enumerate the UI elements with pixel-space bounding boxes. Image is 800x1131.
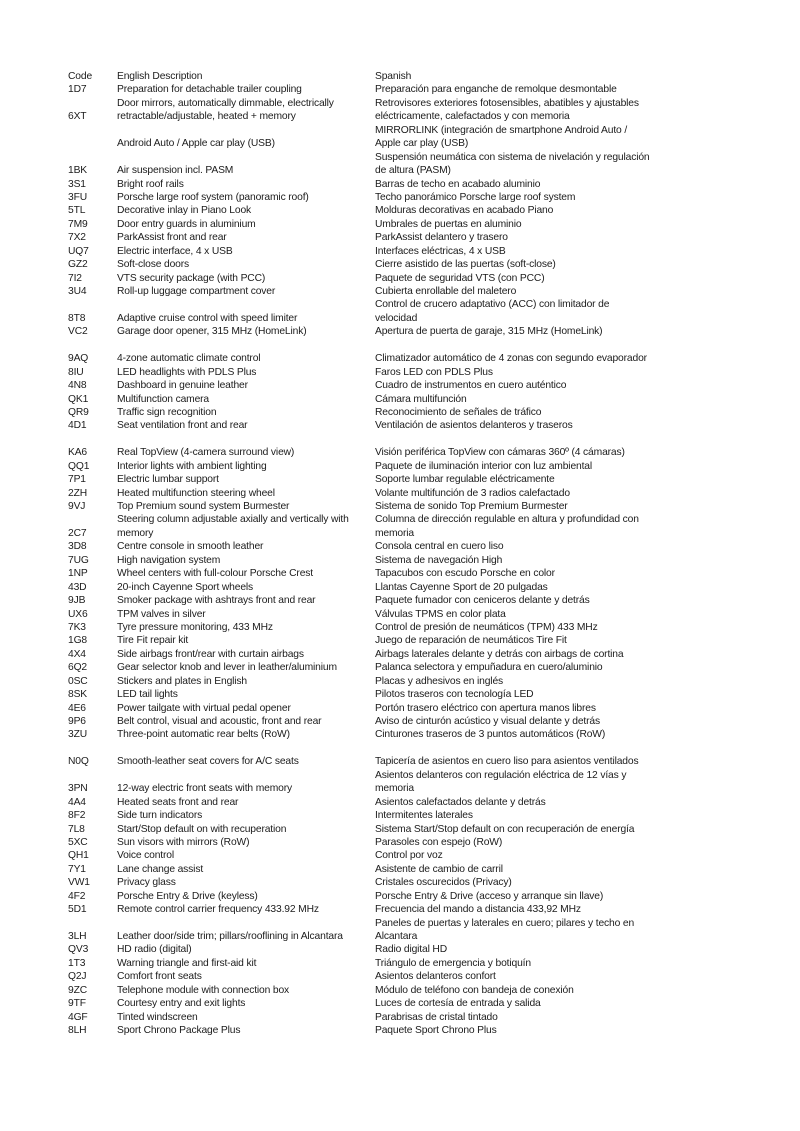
table-row [68, 151, 780, 164]
code-cell: 3S1 [68, 178, 86, 190]
table-row [68, 164, 780, 177]
spanish-cell: Parasoles con espejo (RoW) [375, 836, 503, 848]
code-cell: 1T3 [68, 957, 86, 969]
table-row [68, 379, 780, 392]
spanish-cell: Asistente de cambio de carril [375, 863, 503, 875]
table-row [68, 648, 780, 661]
english-cell: LED tail lights [117, 689, 178, 701]
english-cell: Garage door opener, 315 MHz (HomeLink) [117, 326, 307, 338]
english-cell: 12-way electric front seats with memory [117, 783, 292, 795]
code-cell: 9JB [68, 595, 86, 607]
table-row [68, 769, 780, 782]
table-row [68, 393, 780, 406]
table-row [68, 809, 780, 822]
spanish-cell: Tapacubos con escudo Porsche en color [375, 568, 555, 580]
spanish-cell: Portón trasero eléctrico con apertura manos libres [375, 702, 596, 714]
code-cell: 9P6 [68, 716, 86, 727]
spanish-cell: Triángulo de emergencia y botiquín [375, 957, 531, 969]
english-cell: Power tailgate with virtual pedal opener [117, 702, 291, 714]
table-row [68, 204, 780, 217]
spanish-cell: Volante multifunción de 3 radios calefactado [375, 487, 570, 499]
english-cell: 20-inch Cayenne Sport wheels [117, 581, 254, 593]
spanish-cell: Faros LED con PDLS Plus [375, 366, 493, 378]
table-row [68, 876, 780, 889]
table-row [68, 433, 780, 446]
table-row [68, 339, 780, 352]
spanish-cell: Apple car play (USB) [375, 138, 469, 150]
spanish-cell: Control de presión de neumáticos (TPM) 433 MHz [375, 621, 598, 633]
code-cell: 4GF [68, 1011, 88, 1023]
spanish-column-header: Spanish [375, 71, 412, 82]
english-cell: Three-point automatic rear belts (RoW) [117, 729, 290, 741]
table-row [68, 97, 780, 110]
code-cell: 3ZU [68, 729, 88, 741]
spanish-cell: Pilotos traseros con tecnología LED [375, 689, 534, 701]
table-row [68, 554, 780, 567]
spanish-cell: Radio digital HD [375, 944, 448, 956]
english-cell: Multifunction camera [117, 393, 209, 405]
spanish-cell: ParkAssist delantero y trasero [375, 232, 508, 244]
table-row [68, 567, 780, 580]
spanish-cell: Asientos calefactados delante y detrás [375, 796, 546, 808]
table-row [68, 527, 780, 540]
english-cell: Tyre pressure monitoring, 433 MHz [117, 621, 273, 633]
english-cell: Porsche large roof system (panoramic roof) [117, 191, 309, 203]
english-cell: retractable/adjustable, heated + memory [117, 111, 296, 123]
code-cell: 7Y1 [68, 863, 86, 875]
code-cell: 6Q2 [68, 662, 88, 674]
english-cell: Interior lights with ambient lighting [117, 460, 267, 472]
code-cell: N0Q [68, 756, 89, 768]
table-row [68, 984, 780, 997]
table-row [68, 419, 780, 432]
spanish-cell: Soporte lumbar regulable eléctricamente [375, 474, 555, 486]
english-cell: Side airbags front/rear with curtain airbags [117, 648, 304, 660]
spanish-cell: Consola central en cuero liso [375, 541, 504, 553]
table-row [68, 957, 780, 970]
table-row [68, 796, 780, 809]
spanish-cell: Módulo de teléfono con bandeja de conexión [375, 984, 574, 996]
table-row [68, 863, 780, 876]
code-cell: 8F2 [68, 810, 86, 822]
spanish-cell: Sistema de sonido Top Premium Burmester [375, 501, 568, 512]
spanish-cell: Asientos delanteros con regulación eléctrica de 12 vías y [375, 769, 627, 781]
code-cell: Q2J [68, 971, 87, 983]
table-row [68, 823, 780, 836]
spanish-cell: Válvulas TPMS en color plata [375, 608, 506, 620]
table-row [68, 890, 780, 903]
spanish-cell: memoria [375, 527, 415, 539]
english-cell: Comfort front seats [117, 971, 202, 983]
spanish-cell: Placas y adhesivos en inglés [375, 675, 504, 687]
code-cell: 9ZC [68, 984, 88, 996]
spanish-cell: Paquete fumador con ceniceros delante y detrás [375, 595, 590, 607]
english-cell: Leather door/side trim; pillars/rooflining in Alcantara [117, 931, 343, 942]
english-cell: Decorative inlay in Piano Look [117, 205, 252, 217]
code-cell: 5TL [68, 205, 86, 217]
table-row [68, 661, 780, 674]
spanish-cell: Frecuencia del mando a distancia 433,92 MHz [375, 904, 581, 916]
table-row [68, 917, 780, 930]
code-cell: 7X2 [68, 232, 86, 244]
spanish-cell: Paneles de puertas y laterales en cuero; pilares y techo en [375, 917, 635, 929]
table-row [68, 594, 780, 607]
table-row [68, 446, 780, 459]
code-cell: UQ7 [68, 245, 89, 257]
table-row [68, 675, 780, 688]
code-cell: 3PN [68, 783, 88, 795]
english-cell: 4-zone automatic climate control [117, 353, 261, 365]
code-cell: 3D8 [68, 541, 87, 553]
code-cell: 9AQ [68, 353, 89, 365]
code-cell: 3LH [68, 931, 87, 942]
code-cell: 0SC [68, 675, 88, 687]
code-cell: 2ZH [68, 487, 88, 499]
english-cell: Air suspension incl. PASM [117, 165, 234, 177]
english-cell: Heated seats front and rear [117, 796, 239, 808]
spanish-cell: Paquete de iluminación interior con luz ambiental [375, 460, 593, 472]
spanish-cell: Paquete Sport Chrono Plus [375, 1025, 497, 1037]
spanish-cell: Palanca selectora y empuñadura en cuero/aluminio [375, 662, 603, 674]
table-row [68, 715, 780, 728]
code-cell: 7UG [68, 554, 89, 566]
spanish-cell: Preparación para enganche de remolque desmontable [375, 84, 617, 96]
table-row [68, 621, 780, 634]
spanish-cell: Control de crucero adaptativo (ACC) con limitador de [375, 299, 610, 311]
english-cell: Sport Chrono Package Plus [117, 1025, 241, 1037]
spanish-cell: Cristales oscurecidos (Privacy) [375, 877, 512, 889]
spanish-cell: Ventilación de asientos delanteros y traseros [375, 420, 573, 432]
spanish-cell: Umbrales de puertas en aluminio [375, 218, 522, 230]
table-row [68, 285, 780, 298]
english-cell: Seat ventilation front and rear [117, 420, 248, 432]
table-row [68, 688, 780, 701]
english-cell: Courtesy entry and exit lights [117, 998, 246, 1010]
spanish-cell: Asientos delanteros confort [375, 971, 496, 983]
spanish-cell: Columna de dirección regulable en altura y profundidad con [375, 514, 639, 526]
table-row [68, 83, 780, 96]
code-cell: 7P1 [68, 474, 86, 486]
spanish-cell: Suspensión neumática con sistema de nivelación y regulación [375, 151, 650, 163]
spanish-cell: Apertura de puerta de garaje, 315 MHz (HomeLink) [375, 326, 603, 338]
table-row [68, 943, 780, 956]
english-cell: Start/Stop default on with recuperation [117, 823, 287, 835]
table-row [68, 231, 780, 244]
code-cell: QQ1 [68, 460, 90, 472]
code-cell: 43D [68, 581, 87, 593]
spanish-cell: Techo panorámico Porsche large roof system [375, 191, 576, 203]
spanish-cell: Barras de techo en acabado aluminio [375, 178, 541, 190]
english-column-header: English Description [117, 71, 203, 82]
english-cell: Steering column adjustable axially and vertically with [117, 514, 349, 526]
code-cell: VC2 [68, 326, 88, 338]
table-row [68, 500, 780, 513]
table-row [68, 406, 780, 419]
code-cell: 5D1 [68, 904, 87, 916]
english-cell: memory [117, 527, 154, 539]
table-row [68, 634, 780, 647]
english-cell: Privacy glass [117, 877, 176, 889]
table-row [68, 728, 780, 741]
code-cell: 4E6 [68, 702, 86, 714]
code-cell: 7M9 [68, 218, 88, 230]
code-cell: QK1 [68, 393, 89, 405]
table-row [68, 487, 780, 500]
code-cell: 3U4 [68, 286, 87, 297]
english-cell: Preparation for detachable trailer coupling [117, 84, 302, 96]
english-cell: Smoker package with ashtrays front and rear [117, 595, 316, 607]
table-row [68, 298, 780, 311]
spanish-cell: Luces de cortesía de entrada y salida [375, 998, 541, 1010]
code-cell: 5XC [68, 836, 88, 848]
english-cell: Heated multifunction steering wheel [117, 487, 275, 499]
code-cell: 6XT [68, 111, 87, 123]
spanish-cell: Control por voz [375, 850, 443, 862]
english-cell: Belt control, visual and acoustic, front and rear [117, 716, 322, 727]
english-cell: Lane change assist [117, 863, 204, 875]
english-cell: Electric lumbar support [117, 474, 219, 486]
english-cell: Electric interface, 4 x USB [117, 245, 233, 257]
spanish-cell: Porsche Entry & Drive (acceso y arranque sin llave) [375, 890, 604, 902]
english-cell: Traffic sign recognition [117, 406, 217, 418]
table-row [68, 540, 780, 553]
english-cell: Door entry guards in aluminium [117, 218, 256, 230]
english-cell: Dashboard in genuine leather [117, 380, 248, 392]
english-cell: Top Premium sound system Burmester [117, 501, 290, 512]
spanish-cell: Intermitentes laterales [375, 810, 473, 822]
spanish-cell: Parabrisas de cristal tintado [375, 1011, 498, 1023]
english-cell: Side turn indicators [117, 810, 203, 822]
code-cell: 4F2 [68, 890, 86, 902]
spanish-cell: Alcantara [375, 931, 418, 942]
english-cell: Sun visors with mirrors (RoW) [117, 836, 250, 848]
english-cell: Wheel centers with full-colour Porsche Crest [117, 568, 313, 580]
code-column-header: Code [68, 71, 93, 82]
code-cell: 1D7 [68, 84, 87, 96]
table-row [68, 366, 780, 379]
code-cell: 9VJ [68, 501, 86, 512]
spanish-cell: Sistema de navegación High [375, 554, 503, 566]
code-cell: 1NP [68, 568, 88, 580]
table-row [68, 970, 780, 983]
code-cell: VW1 [68, 877, 90, 889]
english-cell: Gear selector knob and lever in leather/aluminium [117, 662, 337, 674]
spanish-cell: Cinturones traseros de 3 puntos automáticos (RoW) [375, 729, 606, 741]
table-row [68, 352, 780, 365]
table-row [68, 1011, 780, 1024]
table-row [68, 191, 780, 204]
english-cell: Telephone module with connection box [117, 984, 290, 996]
code-cell: 4D1 [68, 420, 87, 432]
table-row [68, 513, 780, 526]
english-cell: Door mirrors, automatically dimmable, electrically [117, 97, 334, 109]
code-cell: 4A4 [68, 796, 86, 808]
english-cell: Android Auto / Apple car play (USB) [117, 138, 275, 150]
spanish-cell: Cubierta enrollable del maletero [375, 286, 517, 297]
spanish-cell: Retrovisores exteriores fotosensibles, abatibles y ajustables [375, 97, 639, 109]
english-cell: Soft-close doors [117, 259, 190, 271]
table-row [68, 473, 780, 486]
code-cell: 9TF [68, 998, 86, 1010]
table-row [68, 312, 780, 325]
spanish-cell: de altura (PASM) [375, 165, 451, 177]
spanish-cell: Sistema Start/Stop default on con recuperación de energía [375, 823, 635, 835]
table-row [68, 903, 780, 916]
english-cell: LED headlights with PDLS Plus [117, 366, 257, 378]
table-row [68, 137, 780, 150]
code-cell: 8T8 [68, 312, 86, 324]
table-row [68, 782, 780, 795]
option-code-table [68, 70, 780, 1038]
table-body [68, 83, 780, 1037]
code-cell: 8SK [68, 689, 88, 701]
code-cell: 4N8 [68, 380, 87, 392]
english-cell: Porsche Entry & Drive (keyless) [117, 890, 258, 902]
table-row [68, 742, 780, 755]
table-row [68, 930, 780, 943]
code-cell: 1G8 [68, 635, 88, 647]
spanish-cell: Molduras decorativas en acabado Piano [375, 205, 554, 217]
spanish-cell: Llantas Cayenne Sport de 20 pulgadas [375, 581, 548, 593]
header-row [68, 70, 780, 83]
spanish-cell: Cierre asistido de las puertas (soft-close) [375, 259, 556, 271]
english-cell: Roll-up luggage compartment cover [117, 286, 276, 297]
english-cell: Stickers and plates in English [117, 675, 248, 687]
spanish-cell: Aviso de cinturón acústico y visual delante y detrás [375, 716, 600, 727]
spanish-cell: eléctricamente, calefactados y con memoria [375, 111, 570, 123]
code-cell: 7L8 [68, 823, 85, 835]
table-row [68, 581, 780, 594]
english-cell: Remote control carrier frequency 433.92 MHz [117, 904, 319, 916]
english-cell: Smooth-leather seat covers for A/C seats [117, 756, 299, 768]
table-row [68, 460, 780, 473]
table-row [68, 849, 780, 862]
english-cell: Centre console in smooth leather [117, 541, 264, 553]
code-cell: 4X4 [68, 648, 86, 660]
code-cell: KA6 [68, 447, 88, 459]
spanish-cell: Cámara multifunción [375, 393, 467, 405]
spanish-cell: Tapicería de asientos en cuero liso para asientos ventilados [375, 756, 639, 768]
english-cell: Voice control [117, 850, 175, 862]
code-cell: 2C7 [68, 527, 87, 539]
code-cell: UX6 [68, 608, 88, 620]
spanish-cell: Interfaces eléctricas, 4 x USB [375, 245, 506, 257]
table-row [68, 836, 780, 849]
code-cell: QV3 [68, 944, 89, 956]
english-cell: ParkAssist front and rear [117, 232, 227, 244]
table-row [68, 245, 780, 258]
code-cell: QH1 [68, 850, 89, 862]
table-row [68, 272, 780, 285]
table-row [68, 755, 780, 768]
spanish-cell: Airbags laterales delante y detrás con airbags de cortina [375, 648, 624, 660]
table-row [68, 258, 780, 271]
english-cell: High navigation system [117, 554, 221, 566]
spanish-cell: Cuadro de instrumentos en cuero auténtico [375, 380, 567, 392]
table-row [68, 997, 780, 1010]
spanish-cell: memoria [375, 783, 415, 795]
code-cell: GZ2 [68, 259, 88, 271]
table-row [68, 608, 780, 621]
code-cell: 1BK [68, 165, 88, 177]
english-cell: HD radio (digital) [117, 944, 192, 956]
table-row [68, 325, 780, 338]
english-cell: Real TopView (4-camera surround view) [117, 447, 295, 459]
table-row [68, 110, 780, 123]
code-cell: 3FU [68, 191, 88, 203]
spanish-cell: Climatizador automático de 4 zonas con segundo evaporador [375, 353, 647, 365]
code-cell: QR9 [68, 406, 89, 418]
english-cell: Tinted windscreen [117, 1011, 198, 1023]
table-row [68, 1024, 780, 1037]
code-cell: 8LH [68, 1025, 87, 1037]
spanish-cell: Visión periférica TopView con cámaras 360º (4 cámaras) [375, 447, 625, 459]
spanish-cell: Paquete de seguridad VTS (con PCC) [375, 272, 545, 284]
table-row [68, 124, 780, 137]
spanish-cell: velocidad [375, 312, 418, 324]
english-cell: Adaptive cruise control with speed limiter [117, 312, 298, 324]
english-cell: Tire Fit repair kit [117, 635, 189, 647]
code-cell: 8IU [68, 366, 84, 378]
code-cell: 7I2 [68, 272, 82, 284]
spanish-cell: Reconocimiento de señales de tráfico [375, 406, 542, 418]
english-cell: VTS security package (with PCC) [117, 272, 266, 284]
spanish-cell: Juego de reparación de neumáticos Tire Fit [375, 635, 567, 647]
table-row [68, 702, 780, 715]
table-row [68, 218, 780, 231]
english-cell: Bright roof rails [117, 178, 184, 190]
spanish-cell: MIRRORLINK (integración de smartphone Android Auto / [375, 124, 628, 136]
english-cell: Warning triangle and first-aid kit [117, 957, 257, 969]
english-cell: TPM valves in silver [117, 608, 206, 620]
table-row [68, 178, 780, 191]
code-cell: 7K3 [68, 621, 86, 633]
